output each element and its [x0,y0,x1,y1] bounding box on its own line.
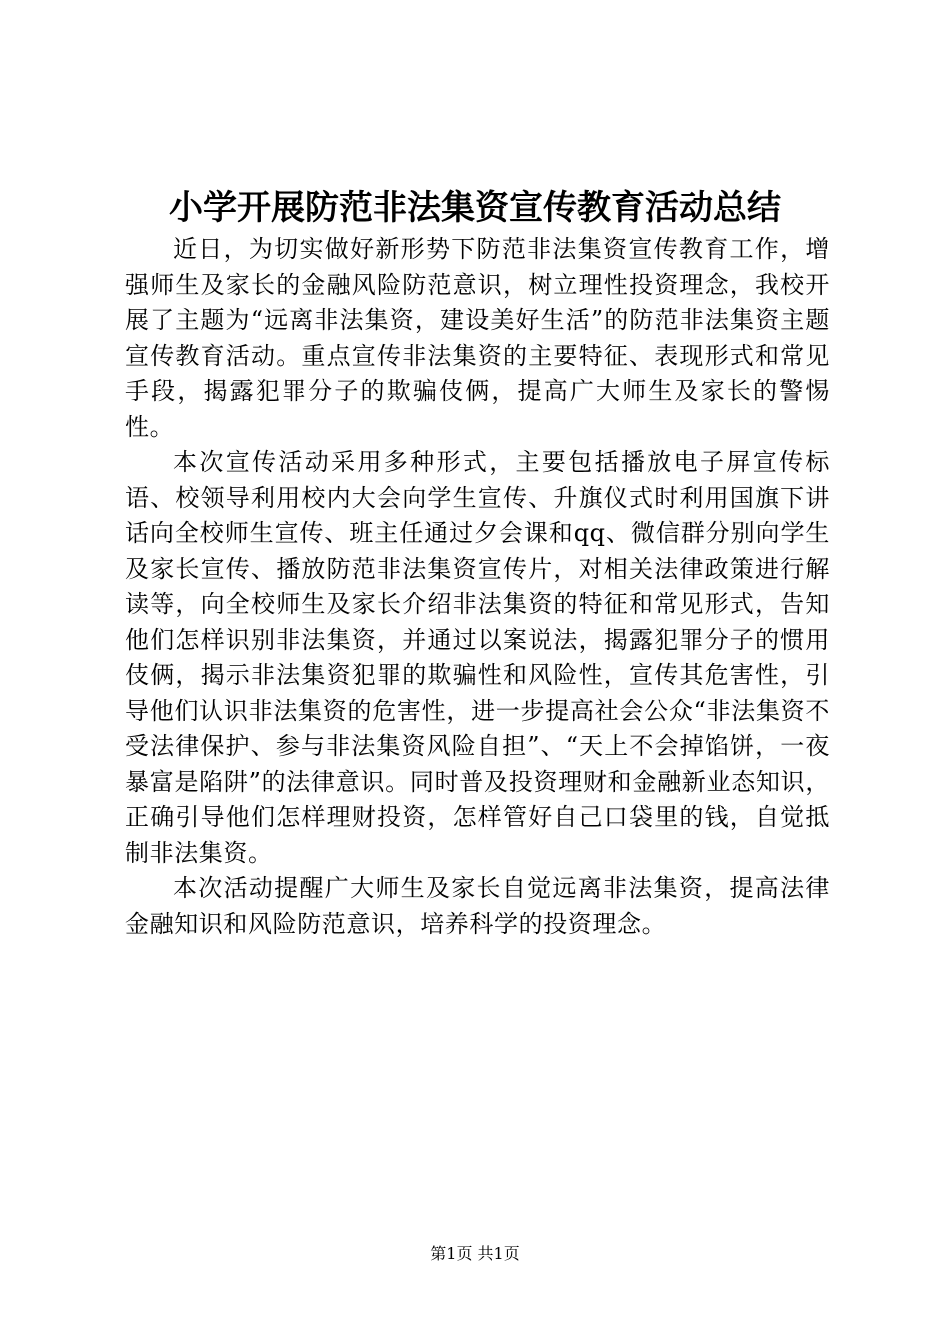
paragraph-1: 近日，为切实做好新形势下防范非法集资宣传教育工作，增强师生及家长的金融风险防范意识，树立理性投资理念，我校开展了主题为“远离非法集资，建设美好生活”的防范非法集资主题宣传教育活动。重点宣传非法集资的主要特征、表现形式和常见手段，揭露犯罪分子的欺骗伎俩，提高广大师生及家长的警惕性。 [125,235,830,441]
document-title: 小学开展防范非法集资宣传教育活动总结 [169,188,781,228]
paragraph-3: 本次活动提醒广大师生及家长自觉远离非法集资，提高法律金融知识和风险防范意识，培养科学的投资理念。 [125,874,830,938]
paragraph-2: 本次宣传活动采用多种形式，主要包括播放电子屏宣传标语、校领导利用校内大会向学生宣传、升旗仪式时利用国旗下讲话向全校师生宣传、班主任通过夕会课和qq、微信群分别向学生及家长宣传、播放防范非法集资宣传片，对相关法律政策进行解读等，向全校师生及家长介绍非法集资的特征和常见形式，告知他们怎样识别非法集资，并通过以案说法，揭露犯罪分子的惯用伎俩，揭示非法集资犯罪的欺骗性和风险性，宣传其危害性，引导他们认识非法集资的危害性，进一步提高社会公众“非法集资不受法律保护、参与非法集资风险自担”、“天上不会掉馅饼，一夜暴富是陷阱”的法律意识。同时普及投资理财和金融新业态知识，正确引导他们怎样理财投资，怎样管好自己口袋里的钱，自觉抵制非法集资。 [125,448,830,867]
page-footer: 第1页 共1页 [430,1244,520,1263]
document-body [125,232,830,942]
